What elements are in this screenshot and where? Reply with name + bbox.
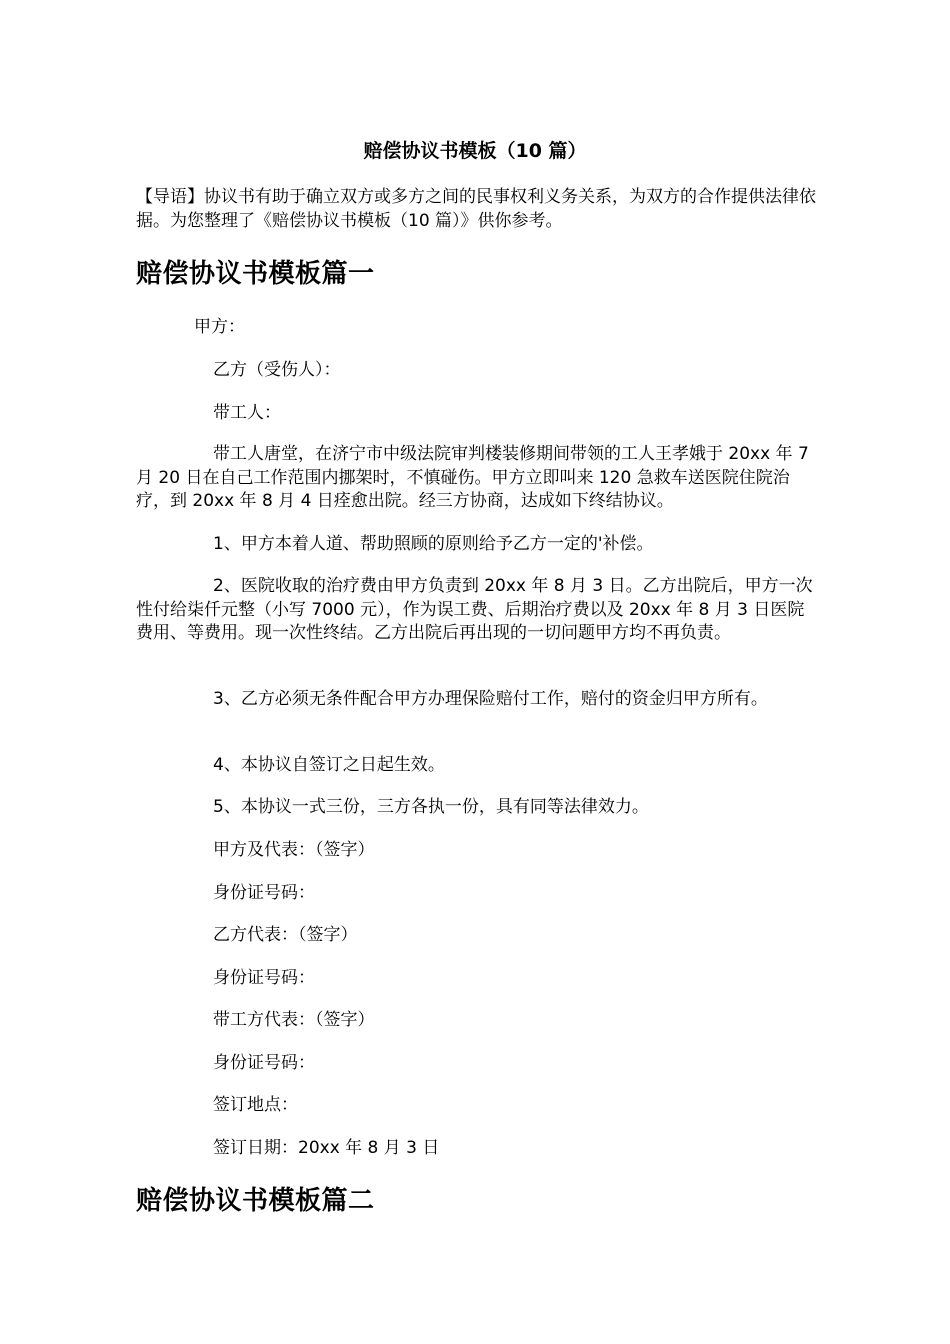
document-title: 赔偿协议书模板（10 篇） <box>363 140 587 162</box>
party-b-label: 乙方（受伤人）： <box>213 360 341 380</box>
clause-5: 5、本协议一式三份，三方各执一份，具有同等法律效力。 <box>213 797 649 817</box>
signature-foreman: 带工方代表：（签字） <box>213 1010 375 1030</box>
id-number-party-b: 身份证号码： <box>213 968 315 988</box>
clause-2: 2、医院收取的治疗费由甲方负责到 20xx 年 8 月 3 日。乙方出院后，甲方一次性付给柒仟元整（小写 7000 元），作为误工费、后期治疗费以及 20xx 年 8 月 3 日医院费用、等费用。现一次性终结。乙方出院后再出现的一切问题甲方均不再负责。 <box>136 576 813 643</box>
signing-date: 签订日期：20xx 年 8 月 3 日 <box>213 1138 440 1158</box>
foreman-label: 带工人： <box>213 403 281 423</box>
clause-1: 1、甲方本着人道、帮助照顾的原则给予乙方一定的'补偿。 <box>213 534 654 554</box>
id-number-foreman: 身份证号码： <box>213 1053 315 1073</box>
signing-place: 签订地点： <box>213 1095 298 1115</box>
signature-party-a: 甲方及代表：（签字） <box>213 840 375 860</box>
intro-paragraph: 【导语】协议书有助于确立双方或多方之间的民事权利义务关系，为双方的合作提供法律依据。为您整理了《赔偿协议书模板（10 篇）》供你参考。 <box>136 187 816 231</box>
clause-3: 3、乙方必须无条件配合甲方办理保险赔付工作，赔付的资金归甲方所有。 <box>213 689 768 709</box>
section-heading-2: 赔偿协议书模板篇二 <box>136 1186 375 1216</box>
party-a-label: 甲方： <box>194 317 245 337</box>
section-heading-1: 赔偿协议书模板篇一 <box>136 259 375 289</box>
signature-party-b: 乙方代表：（签字） <box>213 925 358 945</box>
clause-4: 4、本协议自签订之日起生效。 <box>213 755 445 775</box>
id-number-party-a: 身份证号码： <box>213 883 315 903</box>
incident-paragraph: 带工人唐堂，在济宁市中级法院审判楼装修期间带领的工人王孝娥于 20xx 年 7 月 20 日在自己工作范围内挪架时，不慎碰伤。甲方立即叫来 120 急救车送医院住院治疗，到 20xx 年 8 月 4 日痊愈出院。经三方协商，达成如下终结协议。 <box>136 444 809 511</box>
